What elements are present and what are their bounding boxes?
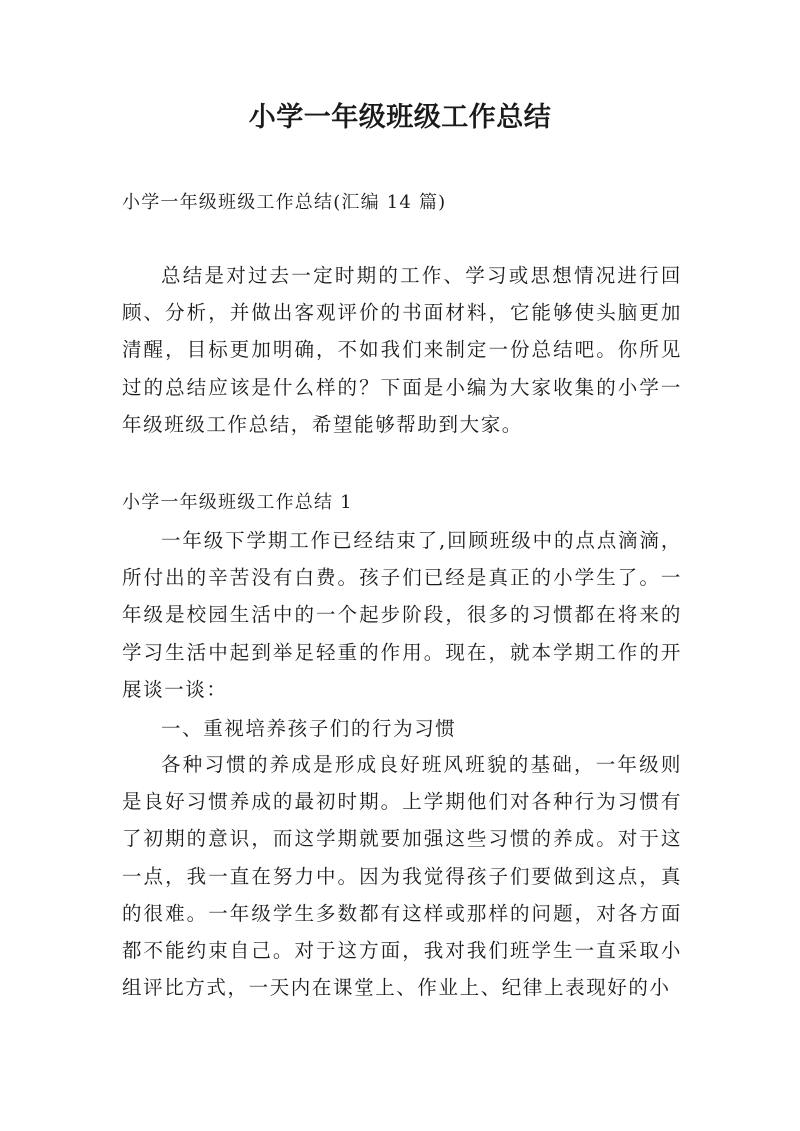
intro-paragraph: 总结是对过去一定时期的工作、学习或思想情况进行回顾、分析，并做出客观评价的书面材料，它能够使头脑更加清醒，目标更加明确，不如我们来制定一份总结吧。你所见过的总结应该是什么样的？下面是小编为大家收集的小学一年级班级工作总结，希望能够帮助到大家。	[122, 264, 682, 436]
section-point-heading: 一、重视培养孩子们的行为习惯	[161, 717, 457, 740]
section-paragraph-1: 一年级下学期工作已经结束了,回顾班级中的点点滴滴，所付出的辛苦没有白费。孩子们已经是真正的小学生了。一年级是校园生活中的一个起步阶段，很多的习惯都在将来的学习生活中起到举足轻重的作用。现在，就本学期工作的开展谈一谈：	[122, 529, 682, 701]
section-paragraph-2: 各种习惯的养成是形成良好班风班貌的基础，一年级则是良好习惯养成的最初时期。上学期他们对各种行为习惯有了初期的意识，而这学期就要加强这些习惯的养成。对于这一点，我一直在努力中。因为我觉得孩子们要做到这点，真的很难。一年级学生多数都有这样或那样的问题，对各方面都不能约束自己。对于这方面，我对我们班学生一直采取小组评比方式，一天内在课堂上、作业上、纪律上表现好的小	[122, 753, 682, 1000]
section-heading: 小学一年级班级工作总结 1	[122, 492, 353, 513]
document-title: 小学一年级班级工作总结	[248, 102, 552, 133]
document-subtitle: 小学一年级班级工作总结(汇编 14 篇)	[122, 192, 447, 213]
